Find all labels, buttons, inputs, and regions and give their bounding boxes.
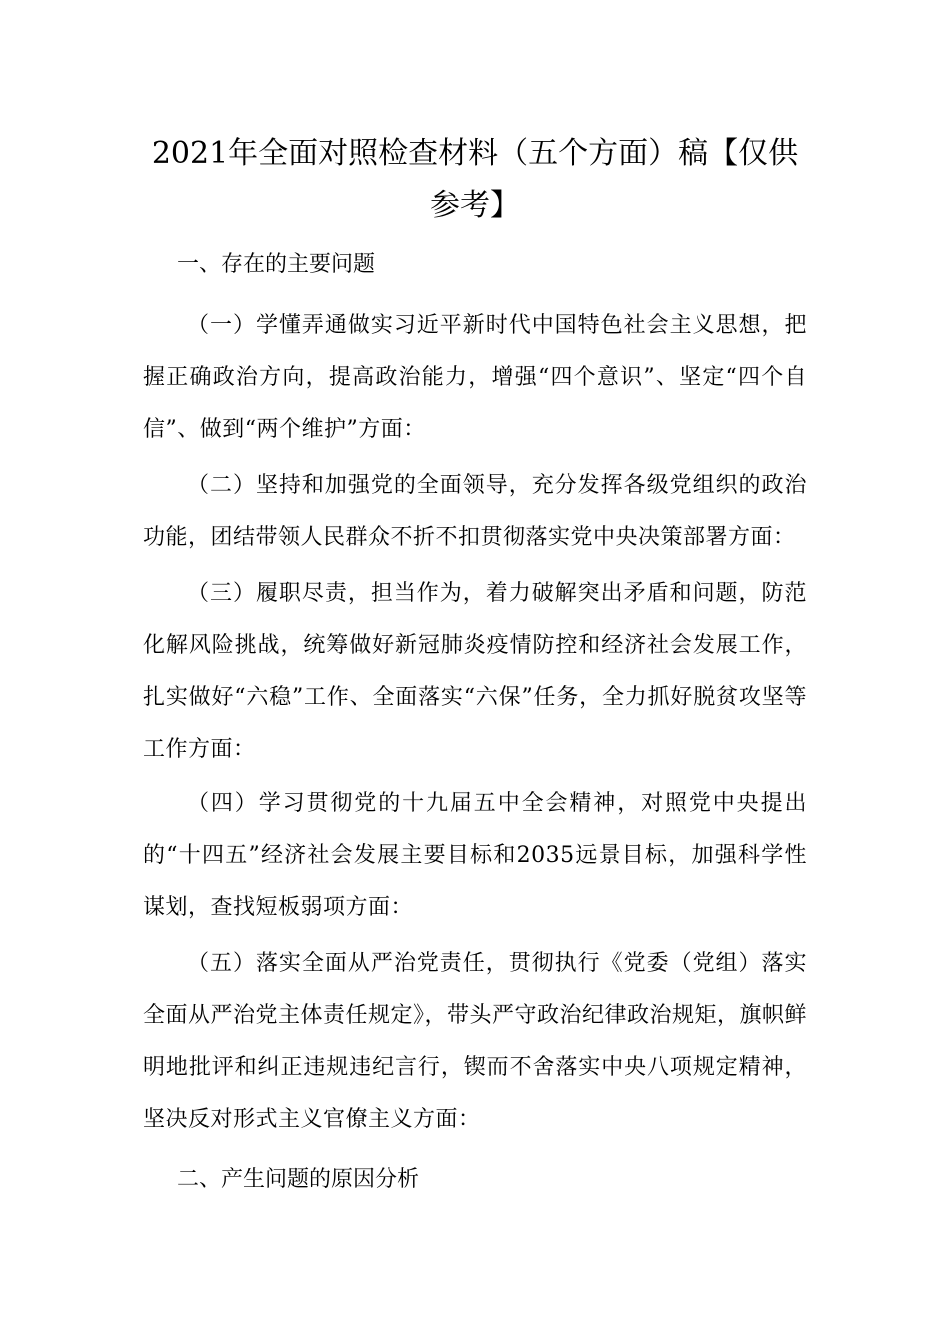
section-heading-problems: 一、存在的主要问题 (177, 252, 376, 277)
document-title: 2021年全面对照检查材料（五个方面）稿【仅供参考】 (151, 136, 799, 223)
section-heading-causes: 二、产生问题的原因分析 (177, 1167, 420, 1192)
paragraph-1: （一）学懂弄通做实习近平新时代中国特色社会主义思想，把握正确政治方向，提高政治能力，增强“四个意识”、坚定“四个自信”、做到“两个维护”方面： (143, 313, 807, 442)
paragraph-4: （四）学习贯彻党的十九届五中全会精神，对照党中央提出的“十四五”经济社会发展主要目标和2035远景目标，加强科学性谋划，查找短板弱项方面： (143, 791, 807, 920)
paragraph-2: （二）坚持和加强党的全面领导，充分发挥各级党组织的政治功能，团结带领人民群众不折不扣贯彻落实党中央决策部署方面： (143, 473, 807, 550)
paragraph-3: （三）履职尽责，担当作为，着力破解突出矛盾和问题，防范化解风险挑战，统筹做好新冠肺炎疫情防控和经济社会发展工作，扎实做好“六稳”工作、全面落实“六保”任务，全力抓好脱贫攻坚等工作方面： (143, 581, 807, 762)
paragraph-5: （五）落实全面从严治党责任，贯彻执行《党委（党组）落实全面从严治党主体责任规定》，带头严守政治纪律政治规矩，旗帜鲜明地批评和纠正违规违纪言行，锲而不舍落实中央八项规定精神，坚决反对形式主义官僚主义方面： (143, 951, 808, 1132)
